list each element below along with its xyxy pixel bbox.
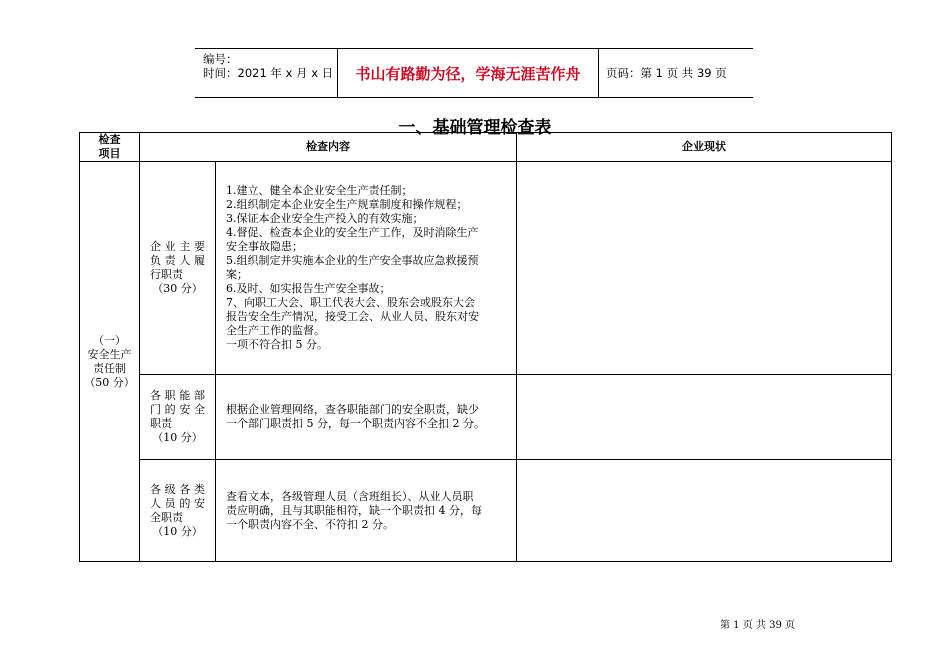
- col-content-header: 检查内容: [140, 133, 517, 162]
- sub-item-line: 门的安全: [150, 403, 205, 416]
- page-footer: 第 1 页 共 39 页: [720, 620, 795, 631]
- sub-item-line: 人员的安: [150, 496, 205, 510]
- content-line: 查看文本，各级管理人员（含班组长）、从业人员职: [226, 489, 474, 503]
- content-line: 3.保证本企业安全生产投入的有效实施；: [226, 212, 424, 225]
- sub-item-score: （30 分）: [152, 282, 203, 295]
- status-cell[interactable]: [517, 460, 892, 562]
- content-line: 一个部门职责扣 5 分，每一个职责内容不全扣 2 分。: [226, 417, 485, 430]
- table-header-row: [80, 133, 892, 162]
- content-line: 根据企业管理网络，查各职能部门的安全职责，缺少: [226, 403, 479, 416]
- sub-item-line: 各职能部: [150, 389, 205, 402]
- page-title: 一、基础管理检查表: [398, 118, 552, 138]
- content-line: 1.建立、健全本企业安全生产责任制；: [226, 184, 413, 197]
- content-line: 责应明确，且与其职能相符，缺一个职责扣 4 分，每: [226, 503, 482, 517]
- header-meta: [195, 49, 338, 97]
- content-line: 案；: [226, 268, 248, 281]
- inspection-table: [79, 132, 892, 562]
- content-line: 全生产工作的监督。: [226, 324, 325, 337]
- category-cell: [80, 162, 140, 562]
- page-label: 页码：第 1 页 共 39 页: [606, 66, 727, 80]
- table-row: [80, 460, 892, 562]
- content-line: 2.组织制定本企业安全生产规章制度和操作规程；: [226, 198, 468, 211]
- category-line: 安全生产: [87, 347, 132, 361]
- content-cell: [216, 162, 517, 375]
- content-line: 6.及时、如实报告生产安全事故；: [226, 282, 391, 295]
- sub-item-cell: [140, 162, 216, 375]
- content-cell: [216, 460, 517, 562]
- status-cell[interactable]: [517, 375, 892, 460]
- sub-item-line: 负责人履: [150, 254, 205, 267]
- content-line: 一个职责内容不全、不符扣 2 分。: [226, 517, 394, 531]
- category-line: （50 分）: [84, 375, 135, 389]
- category-line: 责任制: [93, 361, 126, 375]
- content-line: 一项不符合扣 5 分。: [226, 338, 328, 351]
- sub-item-score: （10 分）: [152, 431, 203, 444]
- content-line: 7、向职工大会、职工代表大会、股东会或股东大会: [226, 296, 475, 309]
- sub-item-score: （10 分）: [152, 524, 203, 538]
- number-label: 编号：: [203, 52, 238, 66]
- content-line: 5.组织制定并实施本企业的生产安全事故应急救援预: [226, 254, 479, 267]
- content-cell: [216, 375, 517, 460]
- motto: 书山有路勤为径，学海无涯苦作舟: [338, 49, 599, 97]
- category-line: （一）: [93, 333, 126, 347]
- content-line: 报告安全生产情况，接受工会、从业人员、股东对安: [226, 310, 479, 323]
- sub-item-line: 企业主要: [150, 240, 205, 253]
- sub-item-line: 各级各类: [150, 482, 205, 496]
- content-line: 安全事故隐患；: [226, 240, 303, 253]
- col-item-label: 检查 项目: [98, 133, 121, 160]
- status-cell[interactable]: [517, 162, 892, 375]
- sub-item-cell: [140, 460, 216, 562]
- sub-item-line: 职责: [150, 417, 172, 430]
- table-row: [80, 375, 892, 460]
- time-label: 时间：2021 年 x 月 x 日: [203, 66, 334, 80]
- content-line: 4.督促、检查本企业的安全生产工作，及时消除生产: [226, 226, 479, 239]
- sub-item-line: 全职责: [150, 510, 183, 524]
- col-status-header: 企业现状: [517, 133, 892, 162]
- sub-item-cell: [140, 375, 216, 460]
- col-item-header: [80, 133, 140, 162]
- sub-item-line: 行职责: [150, 268, 183, 281]
- document-header: [195, 48, 753, 98]
- table-row: [80, 162, 892, 375]
